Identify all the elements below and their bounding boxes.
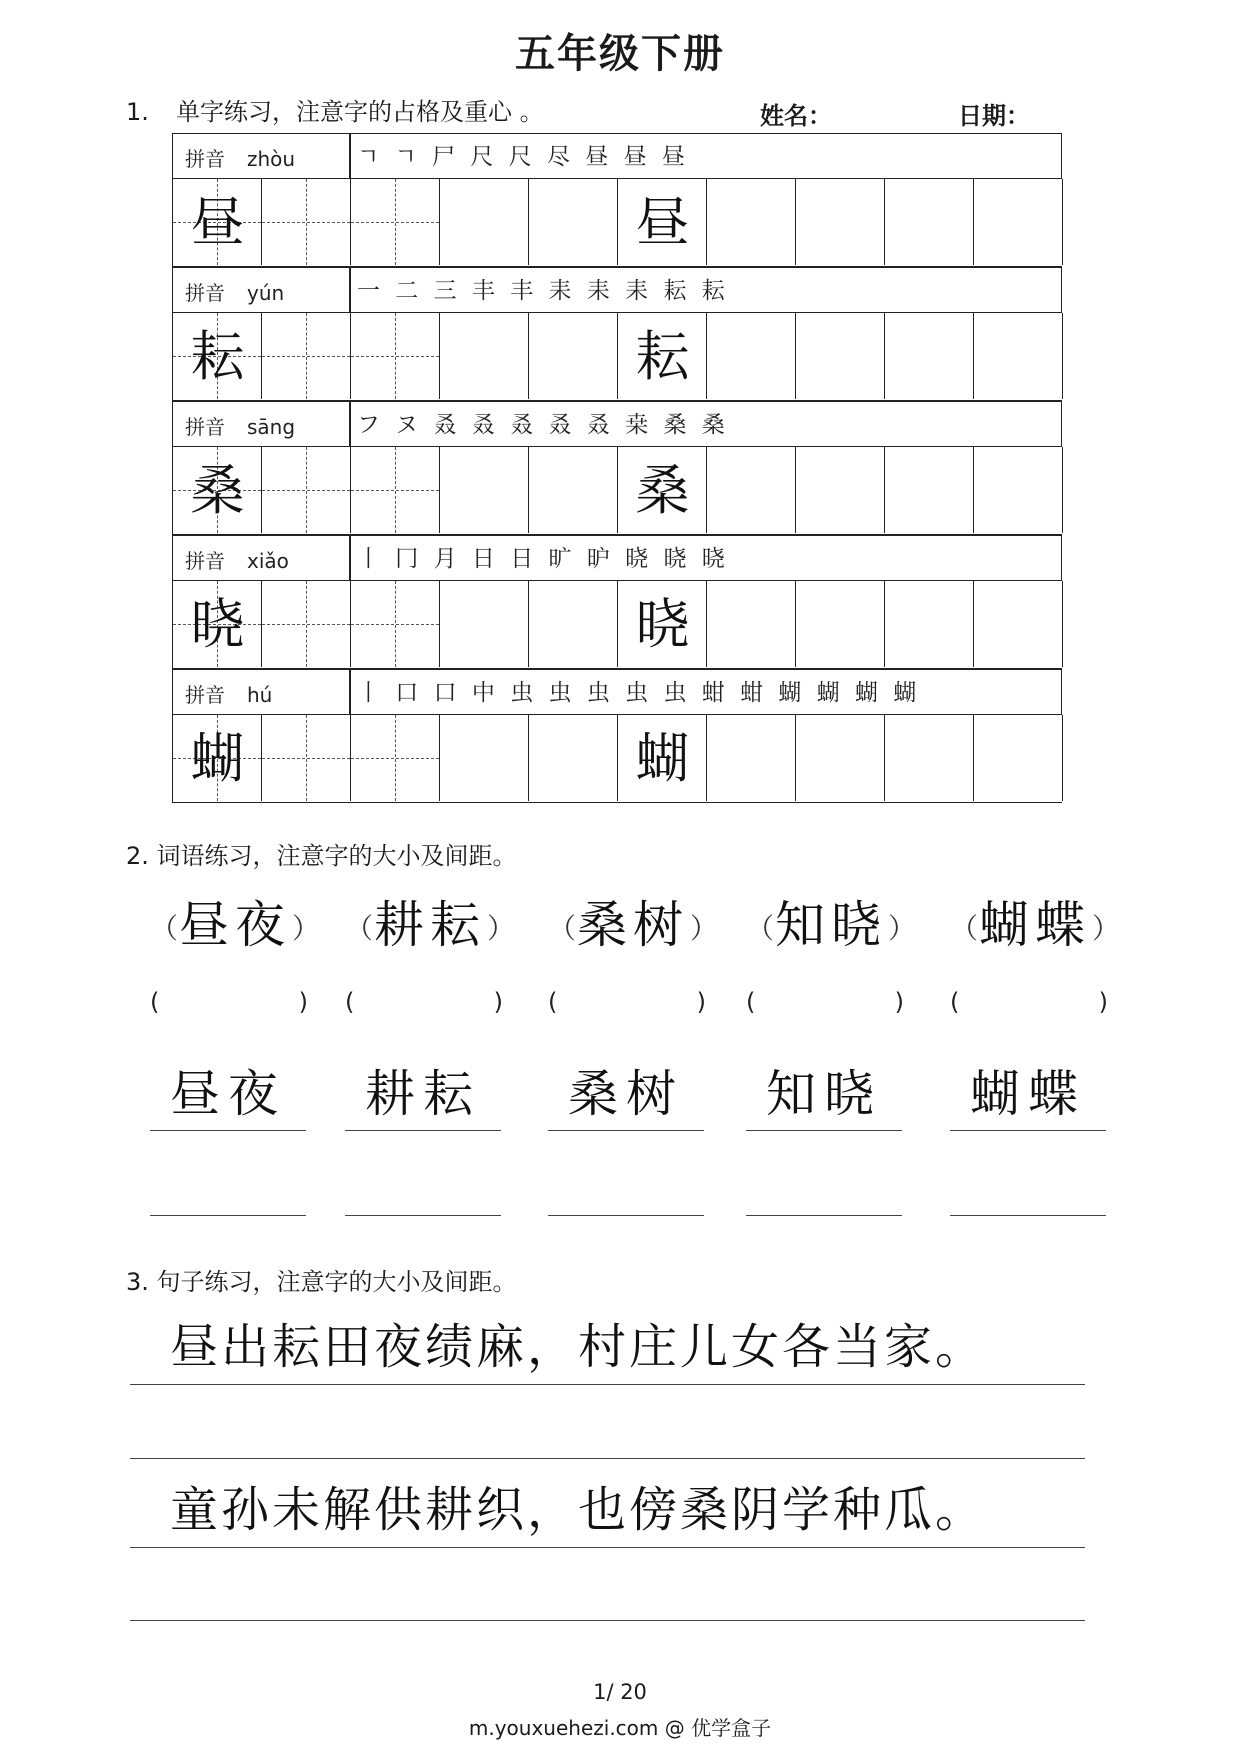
model-character: 蝴 [190, 727, 245, 790]
writing-cell[interactable] [885, 179, 974, 265]
writing-cells-row [172, 313, 1062, 401]
writing-cell[interactable] [351, 715, 440, 801]
pinyin-blank-parens[interactable] [150, 988, 320, 1022]
writing-cell[interactable] [440, 313, 529, 399]
writing-cell[interactable] [796, 581, 885, 667]
paren-close: ) [298, 988, 308, 1016]
writing-cell[interactable] [707, 715, 796, 801]
paren-open: （ [548, 912, 577, 945]
word-text: 知晓 [775, 896, 887, 954]
pinyin-label [185, 411, 295, 440]
word-blank-line[interactable] [345, 1215, 501, 1216]
section-2-heading: 2. 词语练习，注意字的大小及间距。 [126, 842, 517, 870]
writing-cell[interactable] [440, 447, 529, 533]
writing-cell[interactable] [351, 313, 440, 399]
pinyin-caption: 拼音 [185, 549, 225, 573]
pinyin-divider [349, 402, 351, 446]
writing-cell[interactable] [351, 179, 440, 265]
model-char-cell [173, 313, 262, 399]
pinyin-divider [349, 134, 351, 178]
paren-close: ） [1091, 912, 1120, 945]
word-text: 蝴蝶 [979, 896, 1091, 954]
writing-cell[interactable] [974, 715, 1063, 801]
pinyin-label [185, 679, 272, 708]
writing-cell[interactable] [529, 313, 618, 399]
writing-cell[interactable] [351, 581, 440, 667]
pinyin-row [172, 133, 1062, 179]
word-blank-line[interactable] [150, 1215, 306, 1216]
sentence-line-1: 昼出耘田夜绩麻，村庄儿女各当家。 [130, 1315, 1085, 1385]
paren-close: ) [894, 988, 904, 1016]
writing-cell[interactable] [885, 313, 974, 399]
writing-cell[interactable] [885, 447, 974, 533]
underlined-word: 知晓 [746, 1060, 902, 1131]
pinyin-text: zhòu [247, 147, 296, 171]
pinyin-caption: 拼音 [185, 683, 225, 707]
paren-open: ( [150, 988, 160, 1016]
writing-cell[interactable] [529, 581, 618, 667]
pinyin-text: hú [247, 683, 273, 707]
writing-cell[interactable] [974, 313, 1063, 399]
pinyin-text: yún [247, 281, 285, 305]
pinyin-text: sāng [247, 415, 296, 439]
word-text: 桑树 [577, 896, 689, 954]
pinyin-divider [349, 670, 351, 714]
writing-cell[interactable] [885, 581, 974, 667]
model-character: 耘 [635, 325, 690, 388]
model-character: 昼 [190, 191, 245, 254]
model-character: 桑 [635, 459, 690, 522]
stroke-order: ㄱ ㄱ 尸 尺 尺 尽 昼 昼 昼 [357, 144, 689, 170]
pinyin-label [185, 143, 295, 172]
writing-cell[interactable] [974, 447, 1063, 533]
writing-cell[interactable] [796, 715, 885, 801]
writing-cell[interactable] [529, 179, 618, 265]
sentence-line-2: 童孙未解供耕织，也傍桑阴学种瓜。 [130, 1478, 1085, 1548]
model-char-cell [173, 715, 262, 801]
pinyin-caption: 拼音 [185, 147, 225, 171]
pinyin-text: xiǎo [247, 549, 289, 573]
paren-close: ） [486, 912, 515, 945]
writing-cell[interactable] [974, 581, 1063, 667]
stroke-order: 一 二 三 丰 丰 耒 耒 耒 耘 耘 [357, 278, 729, 304]
paren-open: ( [548, 988, 558, 1016]
sentence-blank-line-1[interactable] [130, 1458, 1085, 1459]
pinyin-row [172, 267, 1062, 313]
paren-open: ( [345, 988, 355, 1016]
paren-open: （ [150, 912, 179, 945]
model-character: 晓 [635, 593, 690, 656]
word-blank-line[interactable] [950, 1215, 1106, 1216]
stroke-order: 丨 口 口 中 虫 虫 虫 虫 虫 蚶 蚶 蝴 蝴 蝴 蝴 [357, 680, 921, 706]
word-with-parens [746, 885, 916, 955]
paren-open: ( [950, 988, 960, 1016]
model-char-cell [173, 447, 262, 533]
model-char-cell [173, 179, 262, 265]
pinyin-divider [349, 268, 351, 312]
writing-cell[interactable] [262, 447, 351, 533]
section-1-heading [126, 92, 544, 127]
paren-close: ) [696, 988, 706, 1016]
stroke-order: 丨 冂 月 日 日 旷 昈 晓 晓 晓 [357, 546, 729, 572]
writing-cell[interactable] [974, 179, 1063, 265]
writing-cell[interactable] [707, 313, 796, 399]
pinyin-blank-parens[interactable] [950, 988, 1120, 1022]
writing-cell[interactable] [440, 715, 529, 801]
writing-cell[interactable] [796, 179, 885, 265]
writing-cell[interactable] [529, 715, 618, 801]
writing-cells-row [172, 715, 1062, 803]
pinyin-blank-parens[interactable] [746, 988, 916, 1022]
page-title: 五年级下册 [515, 31, 725, 77]
writing-cell[interactable] [262, 313, 351, 399]
model-char-cell [173, 581, 262, 667]
pinyin-blank-parens[interactable] [548, 988, 718, 1022]
pinyin-blank-parens[interactable] [345, 988, 515, 1022]
writing-cell[interactable] [529, 447, 618, 533]
writing-cell[interactable] [796, 313, 885, 399]
model-char-cell [618, 179, 707, 265]
word-text: 昼夜 [179, 896, 291, 954]
writing-cell[interactable] [440, 179, 529, 265]
paren-close: ) [493, 988, 503, 1016]
section-1-number: 1. [126, 98, 149, 126]
model-char-cell [618, 581, 707, 667]
writing-cell[interactable] [796, 447, 885, 533]
word-with-parens [150, 885, 320, 955]
writing-cell[interactable] [351, 447, 440, 533]
writing-cells-row [172, 179, 1062, 267]
sentence-blank-line-2[interactable] [130, 1620, 1085, 1621]
writing-cell[interactable] [707, 179, 796, 265]
paren-close: ） [291, 912, 320, 945]
footer-text: m.youxuehezi.com @ 优学盒子 [468, 1716, 772, 1740]
writing-cell[interactable] [262, 581, 351, 667]
writing-cells-row [172, 581, 1062, 669]
paren-open: （ [746, 912, 775, 945]
model-character: 耘 [190, 325, 245, 388]
writing-cell[interactable] [707, 581, 796, 667]
pinyin-caption: 拼音 [185, 415, 225, 439]
date-label: 日期： [958, 102, 1030, 130]
writing-cell[interactable] [440, 581, 529, 667]
model-character: 昼 [635, 191, 690, 254]
word-text: 耕耘 [374, 896, 486, 954]
writing-cell[interactable] [707, 447, 796, 533]
pinyin-row [172, 535, 1062, 581]
pinyin-caption: 拼音 [185, 281, 225, 305]
paren-open: （ [345, 912, 374, 945]
writing-cell[interactable] [262, 715, 351, 801]
writing-cell[interactable] [885, 715, 974, 801]
word-with-parens [950, 885, 1120, 955]
paren-close: ） [887, 912, 916, 945]
pinyin-row [172, 401, 1062, 447]
writing-cell[interactable] [262, 179, 351, 265]
model-char-cell [618, 447, 707, 533]
model-character: 蝴 [635, 727, 690, 790]
character-practice-grid [172, 133, 1062, 807]
word-blank-line[interactable] [746, 1215, 902, 1216]
section-3-heading: 3. 句子练习，注意字的大小及间距。 [126, 1268, 517, 1296]
model-char-cell [618, 313, 707, 399]
model-char-cell [618, 715, 707, 801]
paren-open: ( [746, 988, 756, 1016]
paren-close: ） [689, 912, 718, 945]
section-1-label: 单字练习，注意字的占格及重心 。 [176, 98, 544, 126]
word-with-parens [345, 885, 515, 955]
underlined-word: 桑树 [548, 1060, 704, 1131]
word-blank-line[interactable] [548, 1215, 704, 1216]
paren-open: （ [950, 912, 979, 945]
stroke-order: フ ヌ 叒 叒 叒 叒 叒 桒 桑 桑 [357, 412, 729, 438]
pinyin-divider [349, 536, 351, 580]
underlined-word: 蝴蝶 [950, 1060, 1106, 1131]
name-label: 姓名： [760, 102, 832, 130]
pinyin-label [185, 545, 289, 574]
word-with-parens [548, 885, 718, 955]
writing-cells-row [172, 447, 1062, 535]
model-character: 桑 [190, 459, 245, 522]
model-character: 晓 [190, 593, 245, 656]
pinyin-row [172, 669, 1062, 715]
underlined-word: 昼夜 [150, 1060, 306, 1131]
page-number: 1/ 20 [593, 1680, 647, 1704]
pinyin-label [185, 277, 284, 306]
underlined-word: 耕耘 [345, 1060, 501, 1131]
paren-close: ) [1098, 988, 1108, 1016]
